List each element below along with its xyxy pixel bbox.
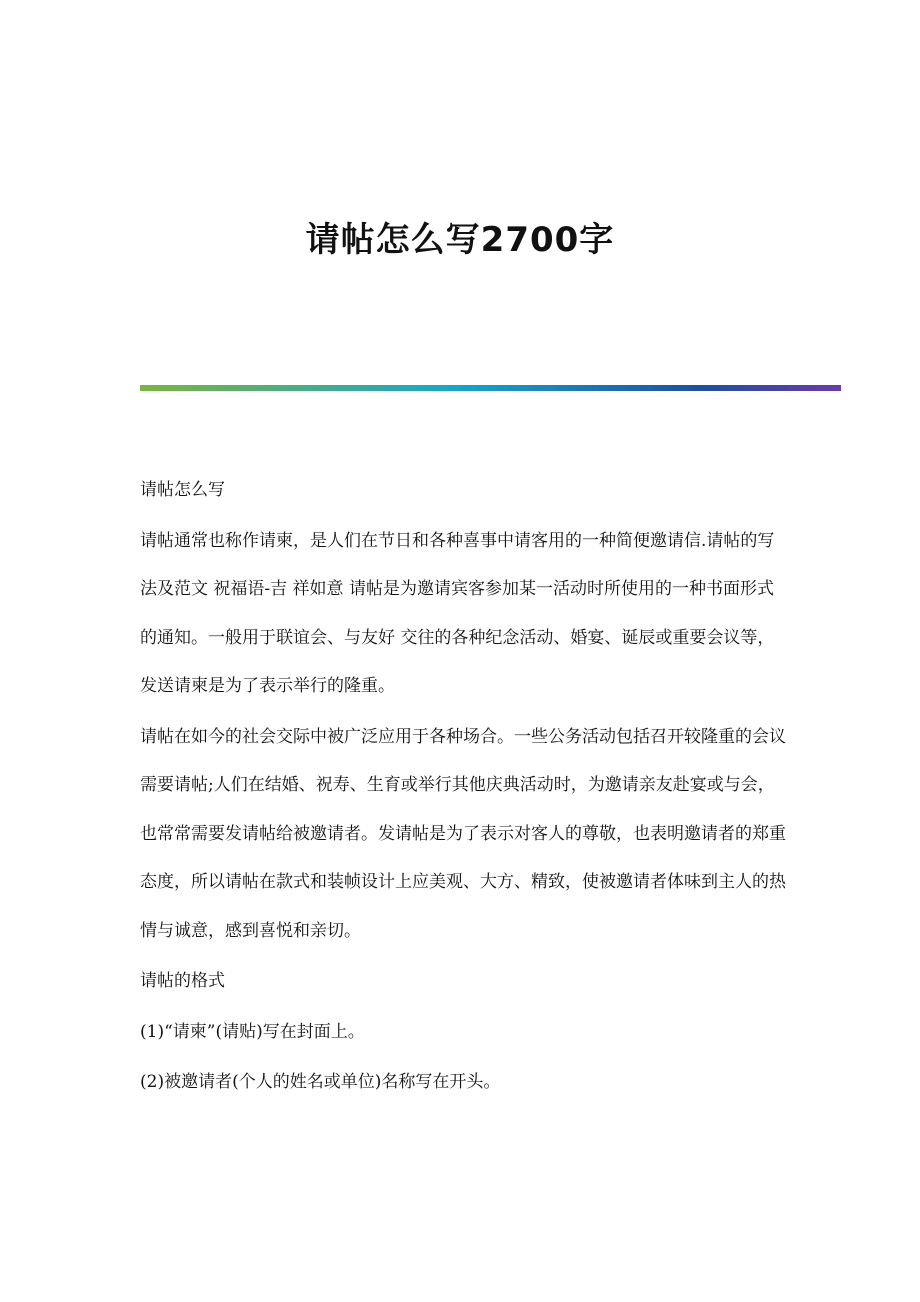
list-item: (2)被邀请者(个人的姓名或单位)名称写在开头。 bbox=[140, 1072, 501, 1092]
document-title: 请帖怎么写2700字 bbox=[305, 220, 615, 260]
document-body bbox=[140, 466, 790, 1107]
list-item: (1)“请柬”(请贴)写在封面上。 bbox=[140, 1021, 365, 1042]
paragraph: 请帖在如今的社会交际中被广泛应用于各种场合。一些公务活动包括召开较隆重的会议需要请帖;人们在结婚、祝寿、生育或举行其他庆典活动时，为邀请亲友赴宴或与会，也常常需要发请帖给被邀请者。发请帖是为了表示对客人的尊敬，也表明邀请者的郑重态度，所以请帖在款式和装帧设计上应美观、大方、精致，使被邀请者体味到主人的热情与诚意，感到喜悦和亲切。 bbox=[140, 726, 786, 941]
gradient-divider bbox=[140, 385, 841, 391]
section-heading: 请帖的格式 bbox=[140, 971, 225, 991]
section-heading: 请帖怎么写 bbox=[140, 480, 225, 500]
paragraph: 请帖通常也称作请柬，是人们在节日和各种喜事中请客用的一种简便邀请信.请帖的写法及范文 祝福语-吉 祥如意 请帖是为邀请宾客参加某一活动时所使用的一种书面形式的通知。一般用于联谊会、与友好 交往的各种纪念活动、婚宴、诞辰或重要会议等，发送请柬是为了表示举行的隆重。 bbox=[140, 530, 775, 696]
